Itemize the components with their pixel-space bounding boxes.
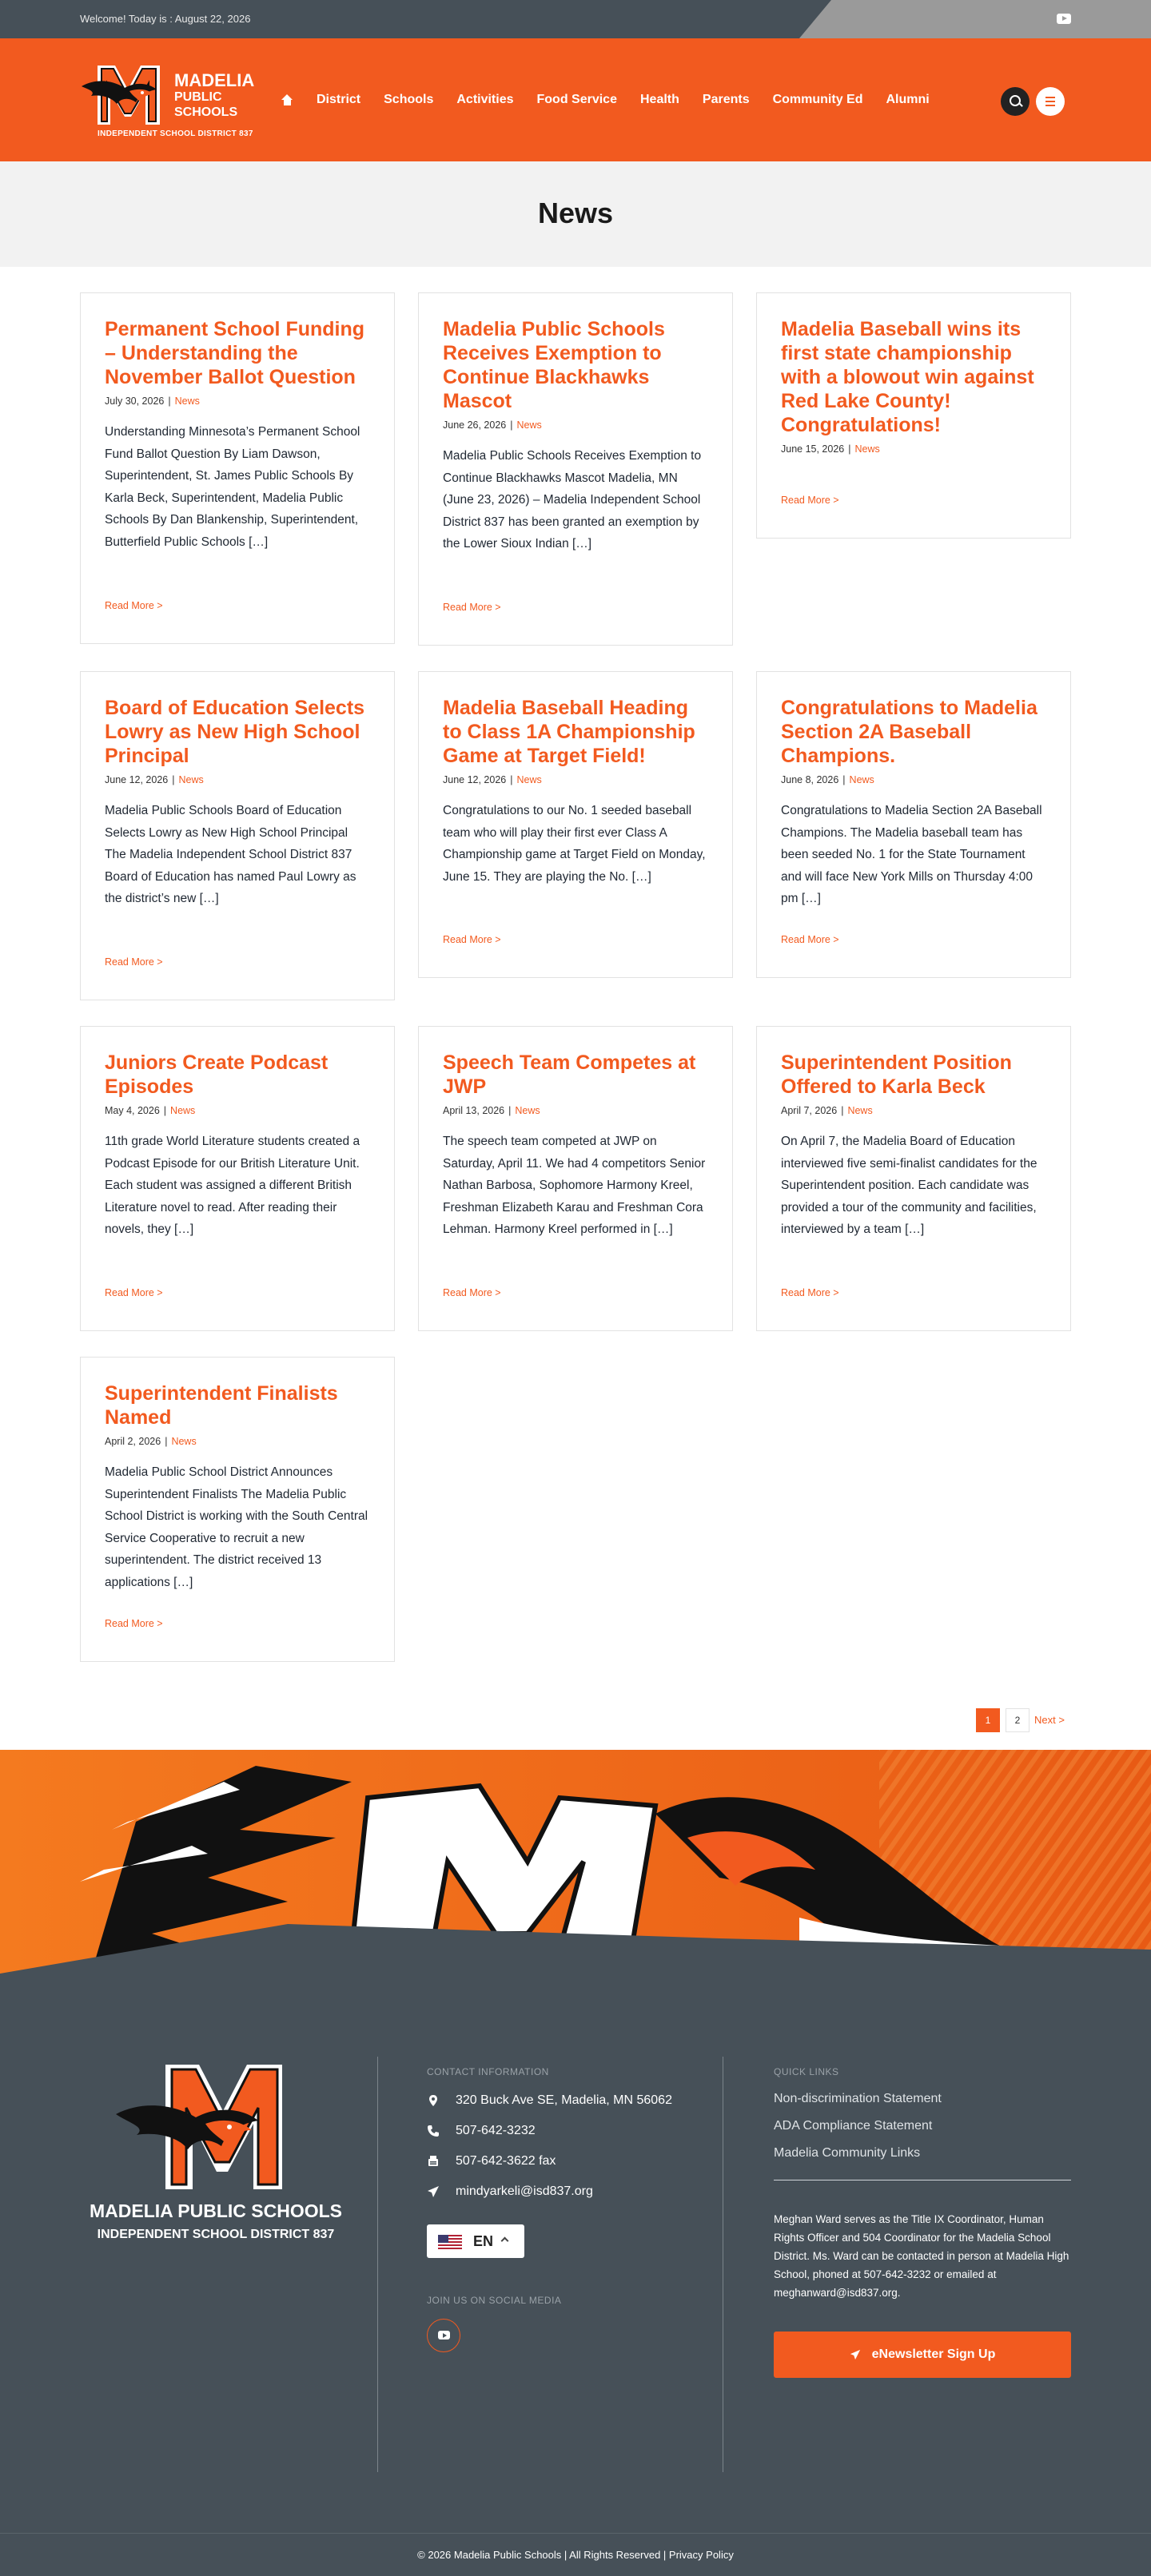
post-card <box>80 671 395 1000</box>
page-title: News <box>537 197 614 229</box>
post-date: June 12, 2026 <box>105 774 169 785</box>
post-meta: June 12, 2026 | News <box>105 774 204 785</box>
post-date: April 2, 2026 <box>105 1436 161 1447</box>
footer-bottom-divider <box>0 2533 1151 2534</box>
send-icon <box>427 2185 440 2198</box>
title-ix-statement: Meghan Ward serves as the Title IX Coordinator, Human Rights Officer and 504 Coordinator for the Madelia School District. Ms. Ward can be contacted in person at Madelia High School, phoned at 507-642-3232 or emailed at meghanward@isd837.org. <box>774 2213 1069 2299</box>
footer-district: INDEPENDENT SCHOOL DISTRICT 837 <box>97 2228 335 2241</box>
logo-title: MADELIA <box>174 70 255 90</box>
post-category[interactable]: News <box>516 419 542 431</box>
logo-subtitle: PUBLIC SCHOOLS <box>174 90 238 119</box>
phone-icon <box>427 2125 440 2137</box>
post-card <box>756 1026 1071 1331</box>
post-category[interactable]: News <box>515 1105 540 1116</box>
main-nav <box>281 93 953 107</box>
site-header <box>0 38 1151 161</box>
contact-phone[interactable]: 507-642-3232 <box>427 2124 536 2138</box>
post-date: April 7, 2026 <box>781 1105 838 1116</box>
post-excerpt: The speech team competed at JWP on Saturday, April 11. We had 4 competitors Senior Nathan Barbosa, Sophomore Harmony Kreel, Freshman Elizabeth Karau and Freshman Cora Lehman. Harmony Kreel performed in […] <box>443 1135 706 1236</box>
site-logo[interactable] <box>80 56 256 144</box>
post-date: April 13, 2026 <box>443 1105 505 1116</box>
logo-district: INDEPENDENT SCHOOL DISTRICT 837 <box>98 129 253 138</box>
post-category[interactable]: News <box>170 1105 196 1116</box>
youtube-social-icon[interactable] <box>427 2319 460 2352</box>
post-title[interactable]: Madelia Baseball Heading to Class 1A Championship Game at Target Field! <box>443 697 695 767</box>
post-card <box>418 1026 733 1331</box>
post-title[interactable]: Congratulations to Madelia Section 2A Baseball Champions. <box>781 697 1037 767</box>
nav-alumni[interactable]: Alumni <box>886 93 930 106</box>
post-excerpt: Understanding Minnesota’s Permanent School Fund Ballot Question By Liam Dawson, Superintendent, St. James Public Schools By Karla Beck, Superintendent, Madelia Public Schools By Dan Blankenship, Superintendent, Butterfield Public Schools […] <box>105 425 360 549</box>
read-more-link[interactable]: Read More > <box>781 934 839 945</box>
footer-logo <box>116 2060 292 2196</box>
quick-links-heading: QUICK LINKS <box>774 2066 839 2077</box>
page-title-bar <box>0 161 1151 267</box>
chevron-up-icon <box>501 2237 509 2245</box>
post-meta: June 8, 2026 | News <box>781 774 874 785</box>
post-category[interactable]: News <box>174 396 200 407</box>
top-bar-accent <box>799 0 1151 38</box>
social-heading: JOIN US ON SOCIAL MEDIA <box>427 2295 562 2306</box>
copyright: © 2026 Madelia Public Schools | All Rights Reserved | Privacy Policy <box>417 2549 734 2561</box>
post-excerpt: 11th grade World Literature students created a Podcast Episode for our British Literature Unit. Each student was assigned a different British Literature novel to read. After reading their novels, they […] <box>105 1135 360 1236</box>
nav-food-service[interactable]: Food Service <box>536 93 617 106</box>
footer-logo-mark <box>116 2060 292 2196</box>
mascot-banner <box>0 1750 1151 2006</box>
link-community-links[interactable]: Madelia Community Links <box>774 2146 921 2160</box>
send-icon <box>850 2349 861 2360</box>
top-bar <box>0 0 1151 38</box>
post-category[interactable]: News <box>516 774 542 785</box>
fax-icon <box>427 2155 440 2168</box>
map-marker-icon <box>427 2094 440 2107</box>
read-more-link[interactable]: Read More > <box>105 600 163 611</box>
post-date: June 26, 2026 <box>443 419 507 431</box>
link-non-discrimination[interactable]: Non-discrimination Statement <box>774 2092 942 2105</box>
read-more-link[interactable]: Read More > <box>105 956 163 968</box>
post-meta: June 26, 2026 | News <box>443 419 542 431</box>
home-icon[interactable] <box>281 94 293 105</box>
footer-divider <box>377 2057 378 2472</box>
search-icon[interactable] <box>1001 87 1030 116</box>
contact-email[interactable]: mindyarkeli@isd837.org <box>427 2184 593 2199</box>
enewsletter-signup-button[interactable]: eNewsletter Sign Up <box>774 2332 1071 2378</box>
post-meta: April 13, 2026 | News <box>443 1105 540 1116</box>
post-date: June 12, 2026 <box>443 774 507 785</box>
post-date: July 30, 2026 <box>105 396 165 407</box>
post-title[interactable]: Madelia Baseball wins its first state championship with a blowout win against Red Lake County! Congratulations! <box>781 318 1034 436</box>
contact-fax: 507-642-3622 fax <box>427 2154 556 2169</box>
post-excerpt: Madelia Public School District Announces Superintendent Finalists The Madelia Public School District is working with the South Central Service Cooperative to recruit a new superintendent. The district received 13 applications […] <box>105 1465 368 1589</box>
read-more-link[interactable]: Read More > <box>105 1287 163 1298</box>
contact-heading: CONTACT INFORMATION <box>427 2066 549 2077</box>
post-title[interactable]: Madelia Public Schools Receives Exemption to Continue Blackhawks Mascot <box>443 318 665 412</box>
post-card <box>418 292 733 646</box>
site-footer <box>0 1990 1151 2576</box>
post-title[interactable]: Superintendent Position Offered to Karla Beck <box>781 1051 1012 1098</box>
post-meta: April 2, 2026 | News <box>105 1436 197 1447</box>
post-meta: June 15, 2026 | News <box>781 443 880 455</box>
post-card <box>80 292 395 644</box>
footer-school-name: MADELIA PUBLIC SCHOOLS <box>89 2200 343 2221</box>
menu-icon[interactable] <box>1036 87 1065 116</box>
post-meta: June 12, 2026 | News <box>443 774 542 785</box>
read-more-link[interactable]: Read More > <box>443 934 501 945</box>
read-more-link[interactable]: Read More > <box>781 1287 839 1298</box>
nav-health[interactable]: Health <box>639 93 679 106</box>
read-more-link[interactable]: Read More > <box>443 1287 501 1298</box>
post-title[interactable]: Board of Education Selects Lowry as New High School Principal <box>105 697 365 767</box>
nav-activities[interactable]: Activities <box>456 93 514 106</box>
post-excerpt: Madelia Public Schools Receives Exemption to Continue Blackhawks Mascot Madelia, MN (June 23, 2026) – Madelia Independent School District 837 has been granted an exemption by the Lower Sioux Indian […] <box>443 449 702 551</box>
post-date: May 4, 2026 <box>105 1105 160 1116</box>
read-more-link[interactable]: Read More > <box>781 495 839 506</box>
post-category[interactable]: News <box>849 774 874 785</box>
post-card <box>80 1026 395 1331</box>
post-meta: April 7, 2026 | News <box>781 1105 873 1116</box>
post-category[interactable]: News <box>178 774 204 785</box>
post-category[interactable]: News <box>171 1436 197 1447</box>
nav-schools[interactable]: Schools <box>384 93 434 106</box>
pagination-page-2[interactable]: 2 <box>1006 1708 1030 1732</box>
post-card <box>418 671 733 978</box>
language-selector[interactable] <box>427 2224 524 2258</box>
post-excerpt: Congratulations to our No. 1 seeded baseball team who will play their first ever Class A Championship game at Target Field on Monday, June 15. They are playing the No. […] <box>443 804 706 884</box>
post-card <box>756 292 1071 539</box>
post-meta: July 30, 2026 | News <box>105 396 200 407</box>
pagination-current: 1 <box>976 1708 1000 1732</box>
post-category[interactable]: News <box>847 1105 873 1116</box>
youtube-icon[interactable] <box>1057 14 1071 24</box>
read-more-link[interactable]: Read More > <box>443 602 501 613</box>
nav-parents[interactable]: Parents <box>702 93 750 106</box>
read-more-link[interactable]: Read More > <box>105 1618 163 1629</box>
post-title[interactable]: Superintendent Finalists Named <box>105 1382 338 1429</box>
nav-district[interactable]: District <box>317 93 361 106</box>
post-category[interactable]: News <box>854 443 880 455</box>
contact-address: 320 Buck Ave SE, Madelia, MN 56062 <box>427 2093 672 2108</box>
language-label: EN <box>473 2233 494 2249</box>
us-flag-icon <box>438 2235 462 2249</box>
nav-community-ed[interactable]: Community Ed <box>772 93 863 106</box>
post-card <box>80 1357 395 1662</box>
link-ada-compliance[interactable]: ADA Compliance Statement <box>774 2119 933 2133</box>
post-excerpt: Congratulations to Madelia Section 2A Baseball Champions. The Madelia baseball team has been seeded No. 1 for the State Tournament and will face New York Mills on Thursday 4:00 pm […] <box>781 804 1042 905</box>
pagination-next[interactable]: Next > <box>1034 1714 1065 1726</box>
post-title[interactable]: Permanent School Funding – Understanding the November Ballot Question <box>105 318 365 388</box>
post-title[interactable]: Speech Team Competes at JWP <box>443 1051 696 1098</box>
post-excerpt: Madelia Public Schools Board of Education Selects Lowry as New High School Principal The Madelia Independent School District 837 Board of Education has named Paul Lowry as the district’s new […] <box>105 804 356 905</box>
post-title[interactable]: Juniors Create Podcast Episodes <box>105 1051 329 1098</box>
post-date: June 15, 2026 <box>781 443 845 455</box>
banner-graphic <box>0 1750 1151 2006</box>
welcome-date: Welcome! Today is : August 22, 2026 <box>80 13 251 25</box>
post-card <box>756 671 1071 978</box>
post-meta: May 4, 2026 | News <box>105 1105 196 1116</box>
post-date: June 8, 2026 <box>781 774 839 785</box>
post-excerpt: On April 7, the Madelia Board of Education interviewed five semi-finalist candidates for the Superintendent position. Each candidate was provided a tour of the community and facilities, interviewed by a team […] <box>781 1135 1037 1236</box>
